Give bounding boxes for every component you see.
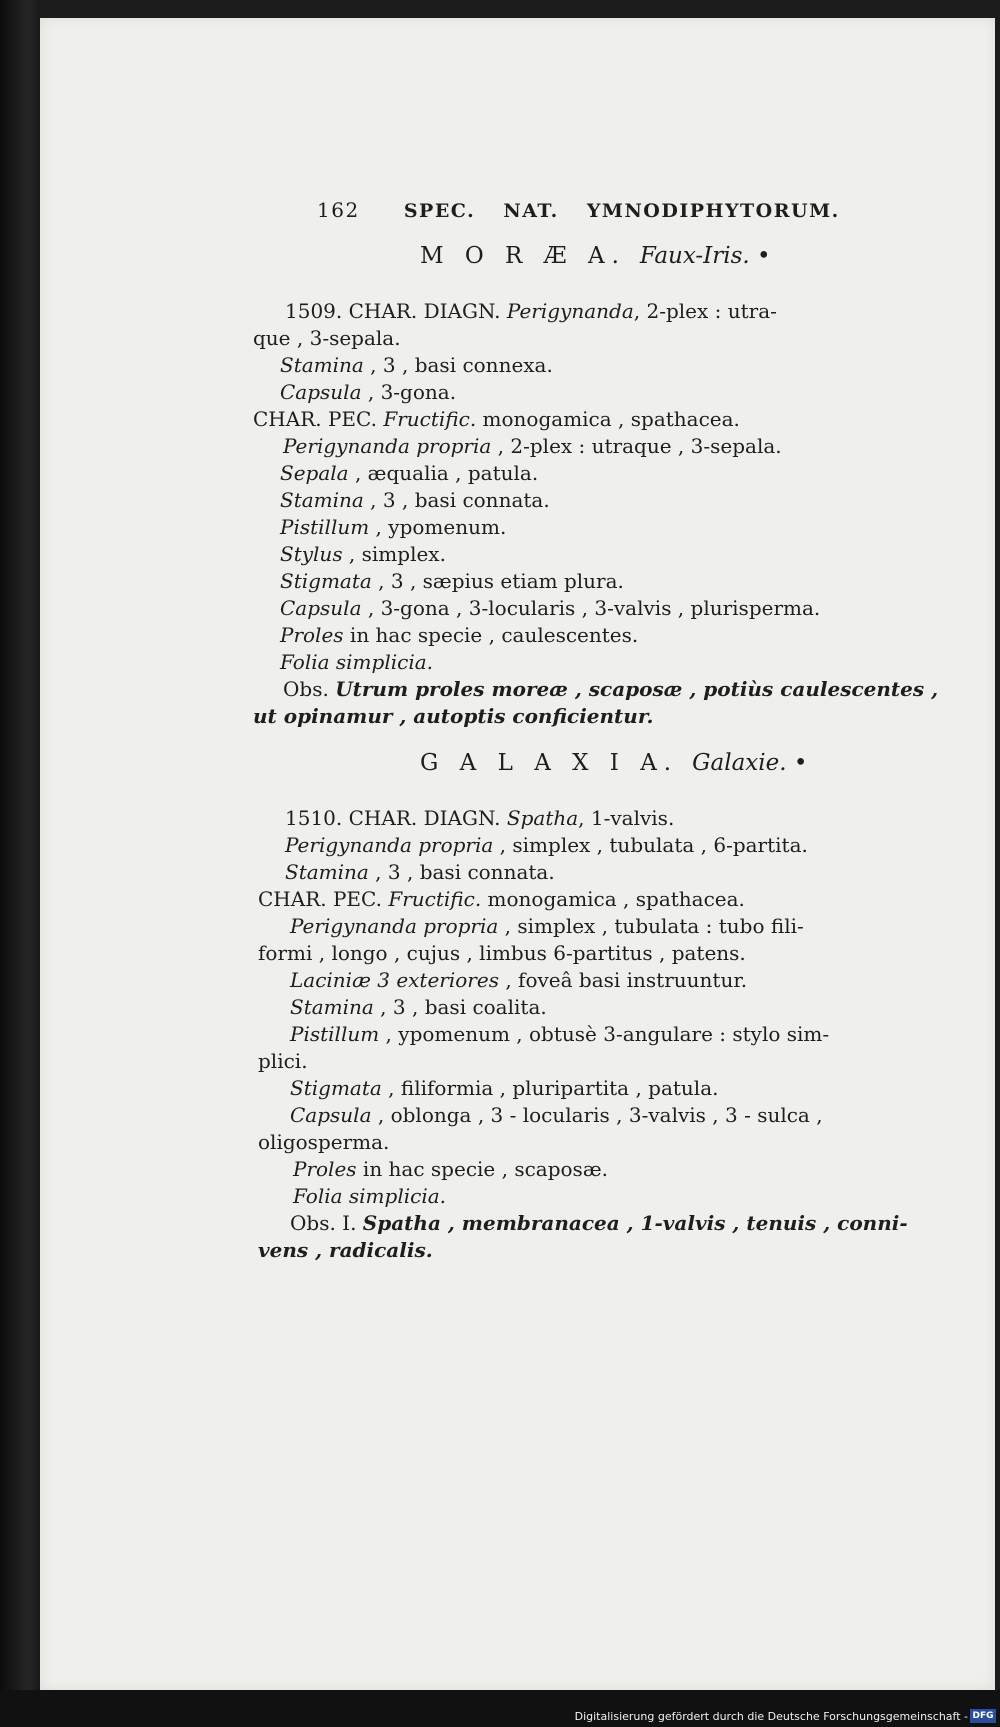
text-run: monogamica , spathacea. [476, 407, 740, 431]
text-run: CHAR. PEC. [258, 887, 389, 911]
text-run: Pistillum [280, 515, 370, 539]
text-run: Stylus [280, 542, 343, 566]
page-number: 162 [317, 198, 360, 222]
text-run: plici. [258, 1049, 308, 1073]
text-line [280, 459, 538, 487]
text-line [285, 831, 808, 859]
text-run: Perigynanda [506, 299, 634, 323]
text-run: Spatha [506, 806, 579, 830]
text-run: monogamica , spathacea. [481, 887, 745, 911]
text-line [290, 993, 547, 1021]
text-line [285, 804, 674, 832]
text-run: , 2-plex : utraque , 3-sepala. [491, 434, 782, 458]
text-line [283, 432, 782, 460]
text-run: Perigynanda propria [285, 833, 494, 857]
text-line [280, 513, 506, 541]
genus-heading [420, 243, 771, 269]
text-run: formi , longo , cujus , limbus 6-partitus , patens. [258, 941, 746, 965]
text-line [280, 540, 446, 568]
text-run: Stamina [280, 488, 364, 512]
genus-heading [420, 750, 807, 776]
text-run: Capsula [290, 1103, 372, 1127]
text-run: , 3 , sæpius etiam plura. [371, 569, 624, 593]
text-run: Folia simplicia. [280, 650, 433, 674]
text-line [258, 1128, 389, 1156]
genus-name: G A L A X I A. [420, 750, 679, 776]
text-run: Stamina [290, 995, 374, 1019]
text-line [280, 594, 820, 622]
text-run: in hac specie , scaposæ. [356, 1157, 608, 1181]
text-run: , 3 , basi connexa. [363, 353, 553, 377]
text-run: Spatha , membranacea , 1-valvis , tenuis , conni- [362, 1211, 908, 1235]
text-run: 1510. [285, 806, 349, 830]
text-run: Obs. I. [290, 1211, 363, 1235]
text-run: CHAR. PEC. [253, 407, 384, 431]
text-run: 1509. [285, 299, 349, 323]
text-run: que , 3-sepala. [253, 326, 401, 350]
text-line [290, 1074, 718, 1102]
footer-credit: Digitalisierung gefördert durch die Deutsche Forschungsgemeinschaft - [574, 1710, 968, 1723]
running-head-right: YMNODIPHYTORUM. [586, 200, 840, 222]
running-head-middle: NAT. [503, 200, 559, 222]
text-line [290, 966, 747, 994]
dfg-logo-icon: DFG [970, 1709, 996, 1723]
book-spine-edge [0, 0, 40, 1690]
text-run: CHAR. DIAGN. [348, 299, 507, 323]
text-run: vens , radicalis. [258, 1238, 433, 1262]
text-run: , 3 , basi connata. [368, 860, 555, 884]
text-run: Fructific. [388, 887, 482, 911]
text-run: Fructific. [383, 407, 477, 431]
running-head-left: SPEC. [403, 200, 476, 222]
text-run: Capsula [280, 380, 362, 404]
text-run: , 3 , basi connata. [363, 488, 550, 512]
text-run: oligosperma. [258, 1130, 390, 1154]
text-line [258, 939, 746, 967]
text-line [290, 912, 804, 940]
running-head [317, 198, 840, 222]
text-run: in hac specie , caulescentes. [343, 623, 639, 647]
text-run: , 3 , basi coalita. [373, 995, 547, 1019]
text-run: , oblonga , 3 - locularis , 3-valvis , 3 - sulca , [371, 1103, 823, 1127]
text-line [280, 351, 553, 379]
text-line [293, 1155, 608, 1183]
text-run: , simplex , tubulata , 6-partita. [493, 833, 808, 857]
text-run: Obs. [283, 677, 336, 701]
text-line [283, 675, 938, 703]
text-line [293, 1182, 446, 1210]
text-run: Proles [280, 623, 344, 647]
text-run: , 3-gona , 3-locularis , 3-valvis , plurisperma. [361, 596, 821, 620]
text-run: , 1-valvis. [578, 806, 675, 830]
text-run: Capsula [280, 596, 362, 620]
text-run: , filiformia , pluripartita , patula. [381, 1076, 719, 1100]
text-run: , foveâ basi instruuntur. [498, 968, 748, 992]
text-run: Laciniæ 3 exteriores [290, 968, 499, 992]
text-run: Proles [293, 1157, 357, 1181]
text-run: Perigynanda propria [283, 434, 492, 458]
text-run: Sepala [280, 461, 349, 485]
text-run: Stigmata [290, 1076, 382, 1100]
text-line [253, 405, 740, 433]
text-run: CHAR. DIAGN. [348, 806, 507, 830]
text-line [290, 1209, 908, 1237]
text-run: , simplex , tubulata : tubo fili- [498, 914, 804, 938]
genus-name: M O R Æ A. [420, 243, 626, 269]
text-run: ut opinamur , autoptis conficientur. [253, 704, 654, 728]
text-line [280, 567, 624, 595]
text-line [285, 297, 777, 325]
text-line [285, 858, 555, 886]
genus-common-name: Galaxie. • [692, 750, 808, 776]
text-line [253, 702, 654, 730]
text-run: , 2-plex : utra- [633, 299, 777, 323]
text-run: , simplex. [342, 542, 446, 566]
text-line [258, 1236, 433, 1264]
text-line [253, 324, 401, 352]
text-run: , 3-gona. [361, 380, 457, 404]
text-line [290, 1101, 823, 1129]
text-run: , ypomenum. [369, 515, 507, 539]
text-run: Pistillum [290, 1022, 380, 1046]
text-line [258, 885, 745, 913]
text-run: , ypomenum , obtusè 3-angulare : stylo sim- [379, 1022, 830, 1046]
text-run: Stigmata [280, 569, 372, 593]
text-run: Utrum proles moreæ , scaposæ , potiùs caulescentes , [335, 677, 939, 701]
text-run: Stamina [280, 353, 364, 377]
text-line [280, 486, 550, 514]
genus-common-name: Faux-Iris. • [639, 243, 771, 269]
text-line [290, 1020, 829, 1048]
text-line [280, 378, 456, 406]
text-line [280, 621, 638, 649]
book-page [40, 18, 995, 1690]
text-run: Folia simplicia. [293, 1184, 446, 1208]
text-run: Perigynanda propria [290, 914, 499, 938]
text-run: Stamina [285, 860, 369, 884]
text-line [258, 1047, 308, 1075]
text-run: , æqualia , patula. [348, 461, 539, 485]
text-line [280, 648, 433, 676]
